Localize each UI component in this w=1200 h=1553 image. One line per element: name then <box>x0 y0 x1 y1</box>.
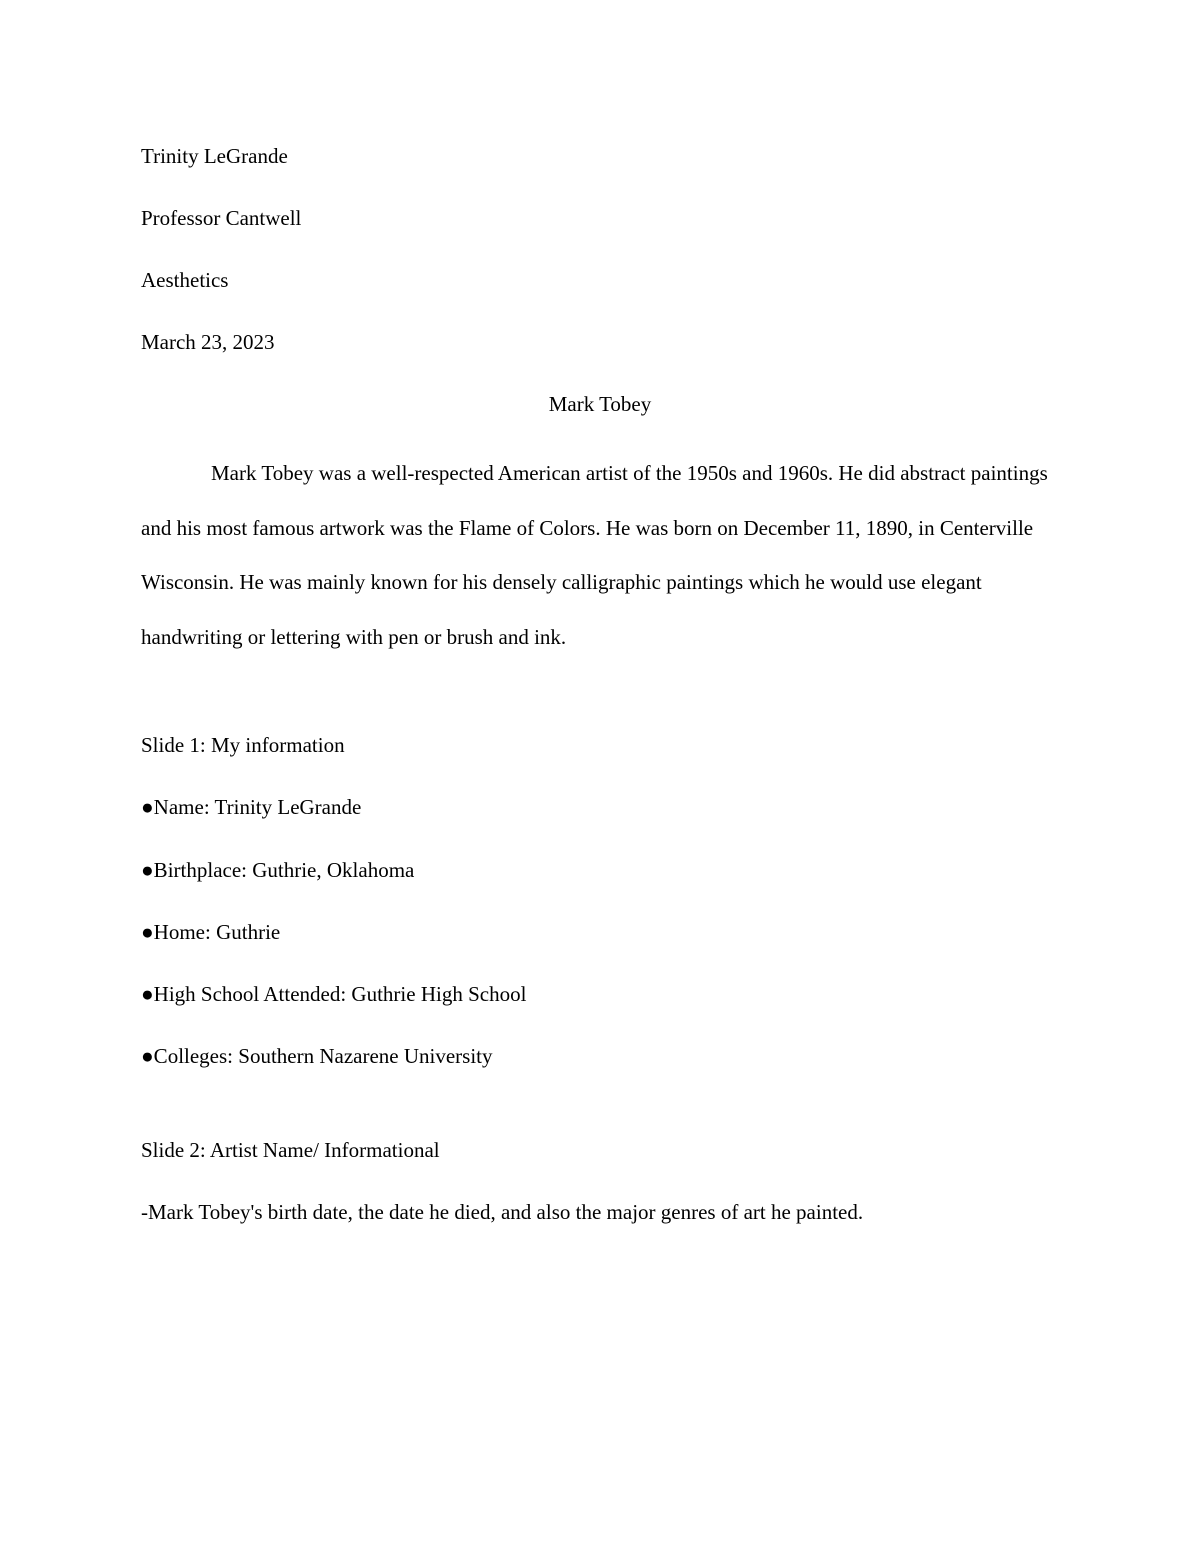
slide1-bullet-name: ●Name: Trinity LeGrande <box>141 795 362 819</box>
document-title: Mark Tobey <box>548 392 652 416</box>
slide1-bullet-high-school: ●High School Attended: Guthrie High School <box>141 982 527 1006</box>
slide1-bullet-birthplace: ●Birthplace: Guthrie, Oklahoma <box>141 858 415 882</box>
slide1-bullet-colleges: ●Colleges: Southern Nazarene University <box>141 1044 493 1068</box>
professor-name: Professor Cantwell <box>141 206 302 230</box>
course-name: Aesthetics <box>141 268 229 292</box>
slide2-description: -Mark Tobey's birth date, the date he died, and also the major genres of art he painted. <box>141 1200 864 1224</box>
slide1-bullet-home: ●Home: Guthrie <box>141 920 281 944</box>
slide2-heading: Slide 2: Artist Name/ Informational <box>141 1138 440 1162</box>
body-paragraph: Mark Tobey was a well-respected American artist of the 1950s and 1960s. He did abstract paintings and his most famous artwork was the Flame of Colors. He was born on December 11, 1890, in Centerville Wisconsin. He was mainly known for his densely calligraphic paintings which he would use elegant handwriting or lettering with pen or brush and ink. <box>141 461 1048 649</box>
document-date: March 23, 2023 <box>141 330 275 354</box>
student-name: Trinity LeGrande <box>141 144 288 168</box>
slide1-heading: Slide 1: My information <box>141 733 345 757</box>
